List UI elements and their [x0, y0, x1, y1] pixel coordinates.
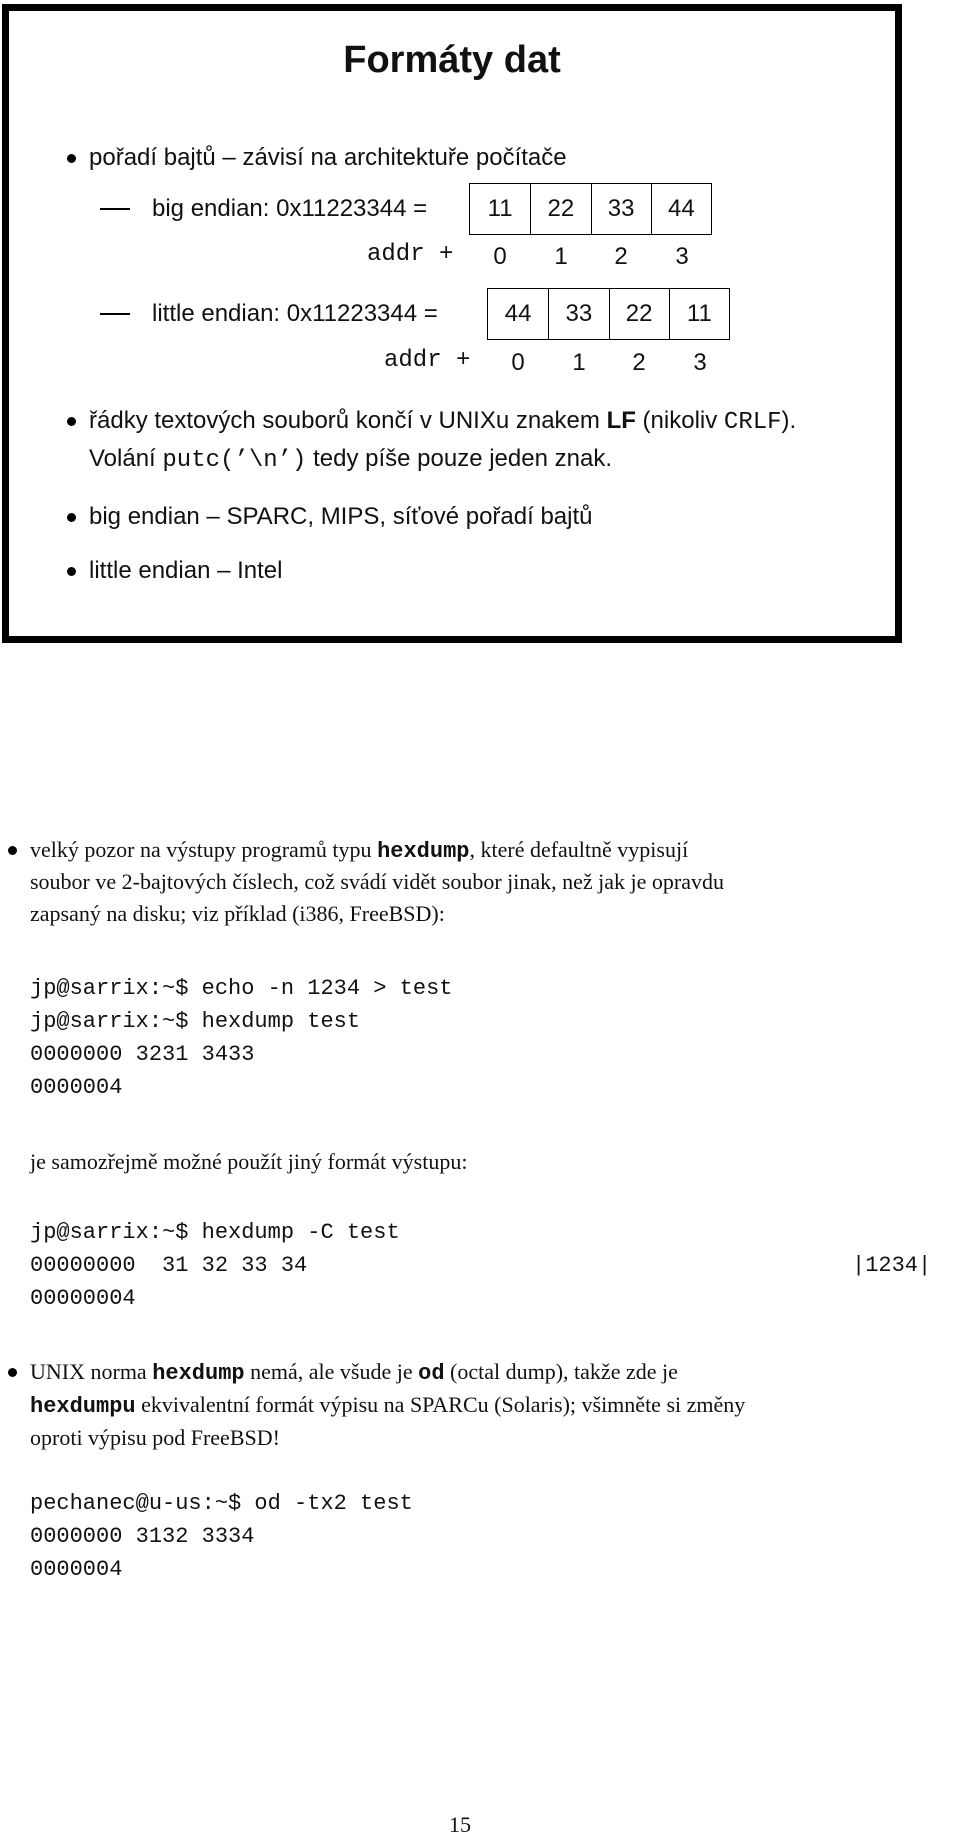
big-endian-label: big endian: 0x11223344 =: [152, 195, 428, 222]
bullet-dot: [67, 154, 76, 163]
text: (nikoliv: [635, 407, 724, 434]
byte-cell: 22: [609, 289, 669, 339]
big-endian-bytes: [469, 183, 712, 235]
bullet-dot: [67, 513, 76, 522]
code-line: jp@sarrix:~$ echo -n 1234 > test: [30, 976, 453, 1001]
code-line: jp@sarrix:~$ hexdump -C test: [30, 1220, 400, 1245]
bullet-big-endian: big endian – SPARC, MIPS, síťové pořadí bajtů: [89, 503, 593, 530]
text: řádky textových souborů končí v UNIXu znakem: [89, 407, 607, 434]
slide-title: Formáty dat: [343, 39, 561, 81]
crlf-code: CRLF: [723, 409, 782, 436]
bullet-line-endings: [89, 409, 796, 435]
text: Volání: [89, 445, 163, 472]
bullet-dot: [67, 567, 76, 576]
note-para-line: zapsaný na disku; viz příklad (i386, FreeBSD):: [30, 901, 445, 926]
note-para-line: [30, 1389, 745, 1422]
code-line: pechanec@u-us:~$ od -tx2 test: [30, 1491, 413, 1516]
byte-cell: 11: [669, 289, 729, 339]
byte-cell: 11: [487, 195, 513, 222]
byte-cell: 33: [591, 184, 651, 234]
bullet-little-endian: little endian – Intel: [89, 557, 283, 584]
bullet-dot: [67, 417, 76, 426]
putc-code: putc(’\n’): [162, 447, 307, 474]
hexdumpu-code: hexdumpu: [30, 1394, 136, 1419]
note-para-line: oproti výpisu pod FreeBSD!: [30, 1425, 280, 1450]
lf-code: LF: [606, 407, 636, 434]
offset: 0: [493, 243, 507, 270]
hexdump-code: hexdump: [152, 1361, 245, 1386]
code-line: 0000004: [30, 1557, 123, 1582]
little-endian-label: little endian: 0x11223344 =: [152, 300, 438, 327]
code-ascii: |1234|: [852, 1253, 932, 1278]
bullet-dot: [8, 846, 17, 855]
code-line: jp@sarrix:~$ hexdump test: [30, 1009, 361, 1034]
offset: 3: [693, 349, 707, 376]
addr-label: addr +: [367, 241, 454, 268]
byte-cell: 44: [504, 300, 532, 327]
text: ).: [781, 407, 797, 434]
little-endian-bytes: [487, 288, 730, 340]
text: tedy píše pouze jeden znak.: [306, 445, 612, 472]
addr-label: addr +: [384, 347, 471, 374]
page-number: 15: [449, 1812, 471, 1837]
byte-cell: 33: [548, 289, 608, 339]
note-para-od: [30, 1356, 678, 1389]
offset: 0: [511, 349, 525, 376]
bullet-line-endings-cont: [89, 447, 612, 473]
note-para-format: je samozřejmě možné použít jiný formát výstupu:: [30, 1149, 468, 1174]
byte-cell: 44: [651, 184, 711, 234]
text: UNIX norma: [30, 1359, 153, 1384]
text: , které defaultně vypisují: [469, 837, 689, 862]
dash-marker: [100, 208, 130, 210]
slide-frame: [2, 4, 902, 643]
text: nemá, ale všude je: [244, 1359, 419, 1384]
note-para-line: soubor ve 2-bajtových číslech, což svádí vidět soubor jinak, než jak je opravdu: [30, 869, 725, 894]
code-line: 0000000 3231 3433: [30, 1042, 255, 1067]
note-para-hexdump: [30, 834, 688, 867]
text: ekvivalentní formát výpisu na SPARCu (Solaris); všimněte si změny: [135, 1392, 746, 1417]
code-line: 0000000 3132 3334: [30, 1524, 255, 1549]
offset: 1: [572, 349, 586, 376]
offset: 3: [675, 243, 689, 270]
byte-cell: 22: [530, 184, 590, 234]
text: velký pozor na výstupy programů typu: [30, 837, 378, 862]
offset: 1: [554, 243, 568, 270]
bullet-byte-order: pořadí bajtů – závisí na architektuře počítače: [89, 144, 567, 171]
text: (octal dump), takže zde je: [444, 1359, 678, 1384]
hexdump-code: hexdump: [377, 839, 470, 864]
code-line: 0000004: [30, 1075, 123, 1100]
code-line: 00000000 31 32 33 34: [30, 1253, 308, 1278]
od-code: od: [418, 1361, 445, 1386]
bullet-dot: [8, 1368, 17, 1377]
offset: 2: [632, 349, 646, 376]
code-line: 00000004: [30, 1286, 136, 1311]
dash-marker: [100, 313, 130, 315]
offset: 2: [614, 243, 628, 270]
